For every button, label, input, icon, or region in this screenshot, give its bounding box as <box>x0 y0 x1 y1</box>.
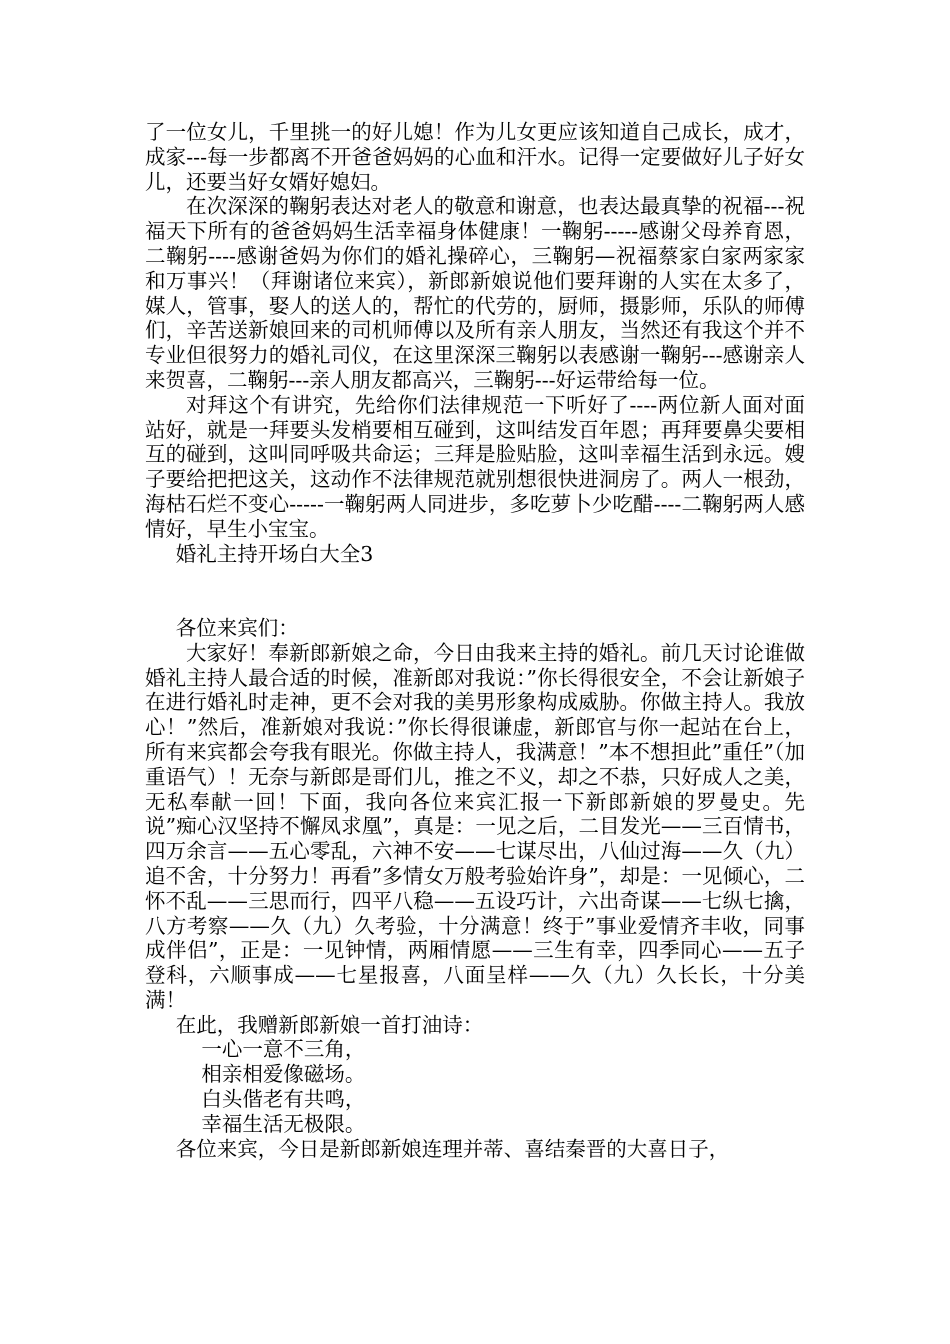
paragraph-continuation: 了一位女儿，千里挑一的好儿媳！作为儿女更应该知道自己成长，成才，成家---每一步都离不开爸爸妈妈的心血和汗水。记得一定要做好儿子好女儿，还要当好女婿好媳妇。 <box>145 120 805 194</box>
poem-line: 白头偕老有共鸣， <box>201 1087 366 1112</box>
section-title: 婚礼主持开场白大全3 <box>175 541 374 566</box>
paragraph-bow-thanks: 在次深深的鞠躬表达对老人的敬意和谢意，也表达最真挚的祝福---祝福天下所有的爸爸妈妈生活幸福身体健康！一鞠躬-----感谢父母养育恩，二鞠躬----感谢爸妈为你们的婚礼操碎心，三鞠躬—祝福蔡家白家两家家和万事兴！（拜谢诸位来宾），新郎新娘说他们要拜谢的人实在太多了，媒人，管事，娶人的送人的，帮忙的代劳的，厨师，摄影师，乐队的师傅们，辛苦送新娘回来的司机师傅以及所有亲人朋友，当然还有我这个并不专业但很努力的婚礼司仪，在这里深深三鞠躬以表感谢一鞠躬---感谢亲人来贺喜，二鞠躬---亲人朋友都高兴，三鞠躬---好运带给每一位。 <box>145 194 805 392</box>
blank-space <box>145 566 805 616</box>
poem-line: 一心一意不三角， <box>201 1037 366 1062</box>
paragraph-closing: 各位来宾，今日是新郎新娘连理并蒂、喜结秦晋的大喜日子， <box>175 1136 730 1161</box>
paragraph-opening-speech: 大家好！奉新郎新娘之命，今日由我来主持的婚礼。前几天讨论谁做婚礼主持人最合适的时候，准新郎对我说：”你长得很安全，不会让新娘子在进行婚礼时走神，更不会对我的美男形象构成威胁。你做主持人。我放心！”然后，准新娘对我说：”你长得很谦虚，新郎官与你一起站在台上，所有来宾都会夸我有眼光。你做主持人，我满意！”本不想担此”重任”（加重语气）！无奈与新郎是哥们儿，推之不义，却之不恭，只好成人之美，无私奉献一回！下面，我向各位来宾汇报一下新郎新娘的罗曼史。先说”痴心汉坚持不懈凤求凰”，真是：一见之后，二目发光——三百情书，四万余言——五心零乱，六神不安——七谋尽出，八仙过海——久（九）追不舍，十分努力！再看”多情女万般考验始许身”，却是：一见倾心，二怀不乱——三思而行，四平八稳——五设巧计，六出奇谋——七纵七擒，八方考察——久（九）久考验，十分满意！终于”事业爱情齐丰收，同事成伴侣”，正是：一见钟情，两厢情愿——三生有幸，四季同心——五子登科，六顺事成——七星报喜，八面呈样——久（九）久长长，十分美满！ <box>145 640 805 1012</box>
document-body <box>145 120 805 1161</box>
poem-line: 幸福生活无极限。 <box>201 1111 366 1136</box>
paragraph-poem-intro: 在此，我赠新郎新娘一首打油诗： <box>175 1012 484 1037</box>
greeting: 各位来宾们： <box>175 615 299 640</box>
paragraph-mutual-bow: 对拜这个有讲究，先给你们法律规范一下听好了----两位新人面对面站好，就是一拜要头发梢要相互碰到，这叫结发百年恩；再拜要鼻尖要相互的碰到，这叫同呼吸共命运；三拜是脸贴脸，这叫幸福生活到永远。嫂子要给把把这关，这动作不法律规范就别想很快进洞房了。两人一根劲，海枯石烂不变心-----一鞠躬两人同进步，多吃萝卜少吃醋----二鞠躬两人感情好，早生小宝宝。 <box>145 392 805 541</box>
poem-line: 相亲相爱像磁场。 <box>201 1062 366 1087</box>
